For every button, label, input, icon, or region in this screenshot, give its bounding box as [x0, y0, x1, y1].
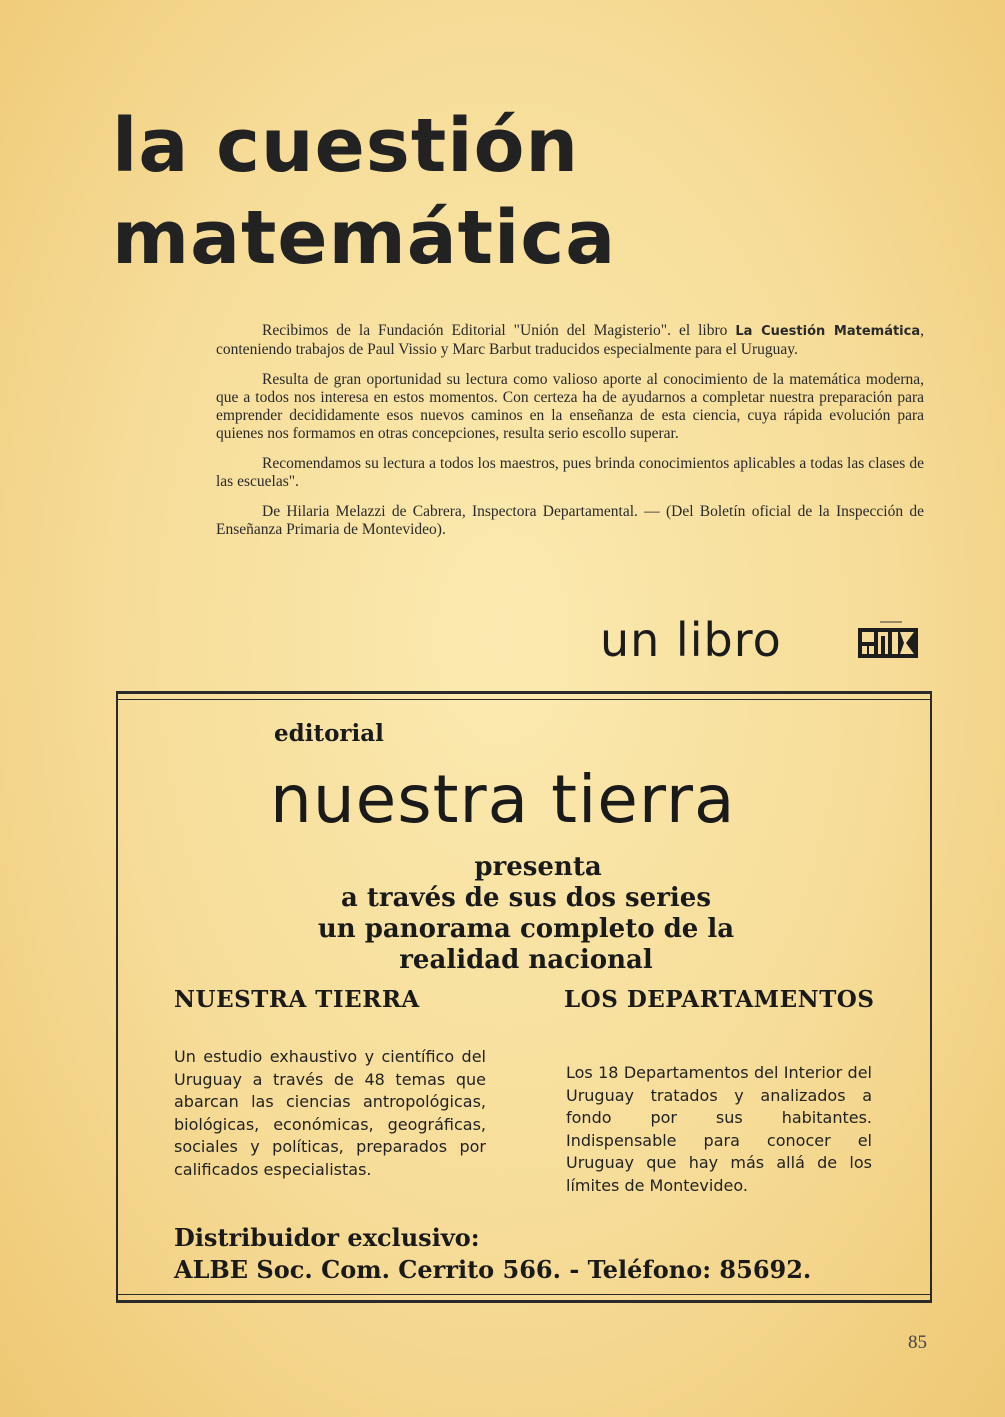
distributor-info: [174, 1222, 811, 1286]
review-paragraph-3: Recomendamos su lectura a todos los maestros, pues brinda conocimientos aplicables a todas las clases de las escuelas".: [216, 455, 924, 490]
publisher-name: nuestra tierra: [270, 761, 736, 838]
presenta-line-2: a través de sus dos series: [341, 883, 711, 913]
series-nuestra-tierra-text: Un estudio exhaustivo y científico del Uruguay a través de 48 temas que abarcan las ciencias antropológicas, biológicas, económicas, geográficas, sociales y políticas, preparados por calificados especialistas.: [174, 1047, 486, 1179]
editorial-label: editorial: [274, 720, 384, 747]
review-paragraph-4: De Hilaria Melazzi de Cabrera, Inspectora Departamental. — (Del Boletín oficial de la Inspección de Enseñanza Primaria de Montevideo).: [216, 503, 924, 538]
un-libro-label: un libro: [600, 613, 782, 667]
title-line-1: la cuestión: [112, 103, 580, 189]
review-text: [216, 322, 924, 551]
series-departamentos-text: Los 18 Departamentos del Interior del Uruguay tratados y analizados a fondo por sus habitantes. Indispensable para conocer el Uruguay que hay más allá de los límites de Montevideo.: [566, 1063, 872, 1195]
series-nuestra-tierra-heading: NUESTRA TIERRA: [174, 986, 420, 1013]
book-title: La Cuestión Matemática: [735, 324, 921, 339]
presenta-block: [118, 852, 934, 976]
publisher-logo-icon: [856, 620, 920, 660]
distributor-address: ALBE Soc. Com. Cerrito 566. - Teléfono: 85692.: [174, 1255, 812, 1284]
presenta-line-4: realidad nacional: [399, 945, 653, 975]
presenta-line-3: un panorama completo de la: [317, 914, 735, 944]
review-p1-post: , conteniendo trabajos de Paul Vissio y Marc Barbut traducidos especialmente para el Uruguay.: [216, 322, 924, 358]
title-line-2: matemática: [112, 195, 617, 281]
page-number: 85: [908, 1332, 927, 1353]
review-paragraph-1: [216, 322, 924, 359]
presenta-line-1: presenta: [474, 852, 602, 882]
review-p1-pre: Recibimos de la Fundación Editorial "Unión del Magisterio". el libro: [262, 322, 736, 339]
series-departamentos-heading: LOS DEPARTAMENTOS: [564, 986, 875, 1013]
distributor-label: Distribuidor exclusivo:: [174, 1223, 480, 1252]
article-title: [112, 100, 616, 284]
review-paragraph-2: Resulta de gran oportunidad su lectura como valioso aporte al conocimiento de la matemática moderna, que a todos nos interesa en estos momentos. Con certeza ha de ayudarnos a completar nuestra preparación para emprender decididamente esos nuevos caminos en la enseñanza de esta ciencia, cuya rápida evolución para quienes nos formamos en otras concepciones, resulta serio escollo superar.: [216, 371, 924, 442]
advertisement-box: [116, 691, 932, 1303]
